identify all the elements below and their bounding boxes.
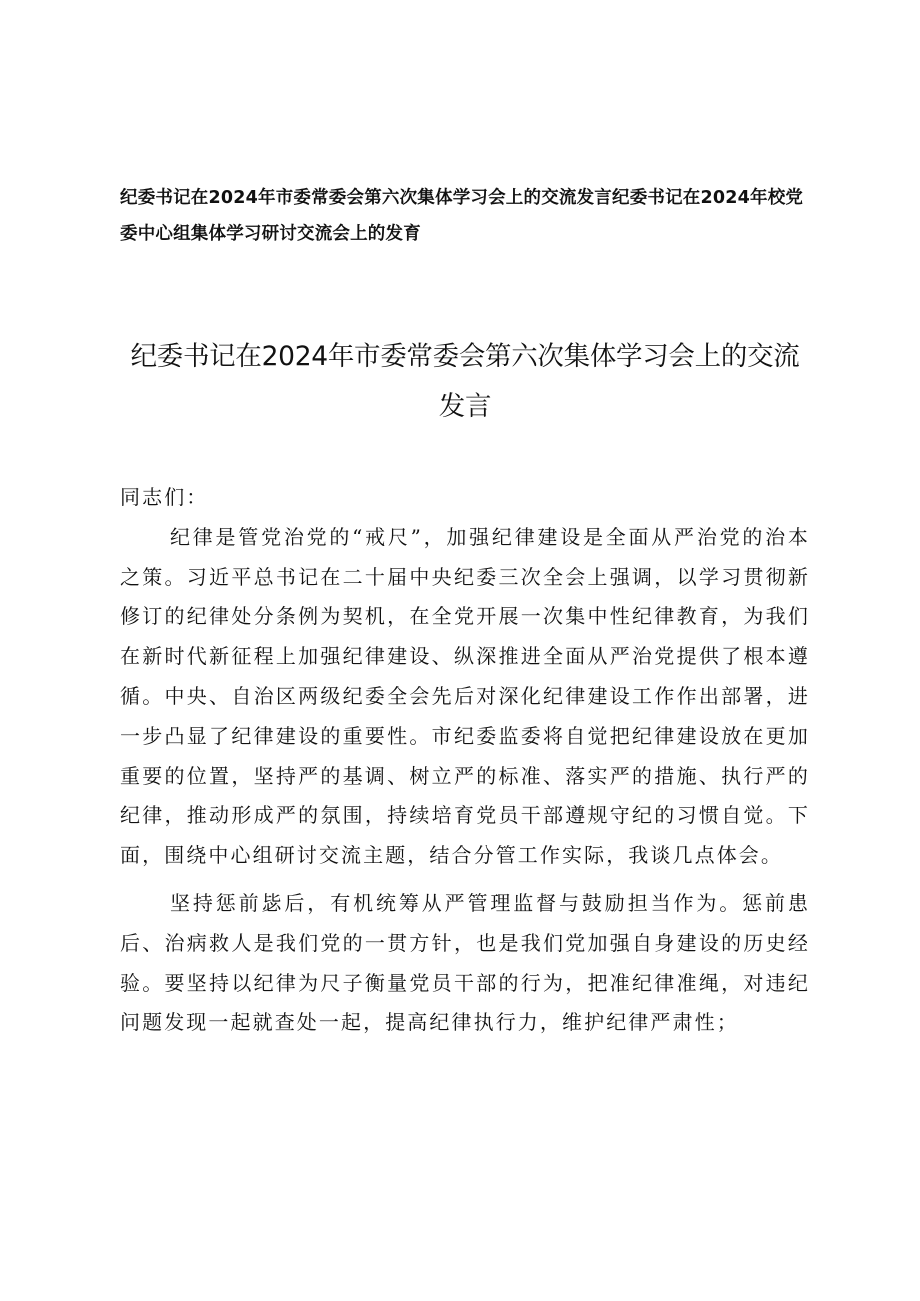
document-header: 纪委书记在2024年市委常委会第六次集体学习会上的交流发言纪委书记在2024年校党委中心组集体学习研讨交流会上的发育 — [120, 188, 804, 244]
document-title: 纪委书记在2024年市委常委会第六次集体学习会上的交流发言 — [130, 341, 800, 422]
body-paragraph-2: 坚持惩前毖后，有机统筹从严管理监督与鼓励担当作为。惩前患后、治病救人是我们党的一贯方针，也是我们党加强自身建设的历史经验。要坚持以纪律为尺子衡量党员干部的行为，把准纪律准绳，对违纪问题发现一起就查处一起，提高纪律执行力，维护纪律严肃性； — [120, 890, 810, 1035]
body-paragraph-1: 纪律是管党治党的“戒尺”，加强纪律建设是全面从严治党的治本之策。习近平总书记在二十届中央纪委三次全会上强调，以学习贯彻新修订的纪律处分条例为契机，在全党开展一次集中性纪律教育，为我们在新时代新征程上加强纪律建设、纵深推进全面从严治党提供了根本遵循。中央、自治区两级纪委全会先后对深化纪律建设工作作出部署，进一步凸显了纪律建设的重要性。市纪委监委将自觉把纪律建设放在更加重要的位置，坚持严的基调、树立严的标准、落实严的措施、执行严的纪律，推动形成严的氛围，持续培育党员干部遵规守纪的习惯自觉。下面，围绕中心组研讨交流主题，结合分管工作实际，我谈几点体会。 — [120, 524, 810, 868]
salutation: 同志们： — [120, 485, 209, 509]
document-body — [120, 478, 810, 1043]
